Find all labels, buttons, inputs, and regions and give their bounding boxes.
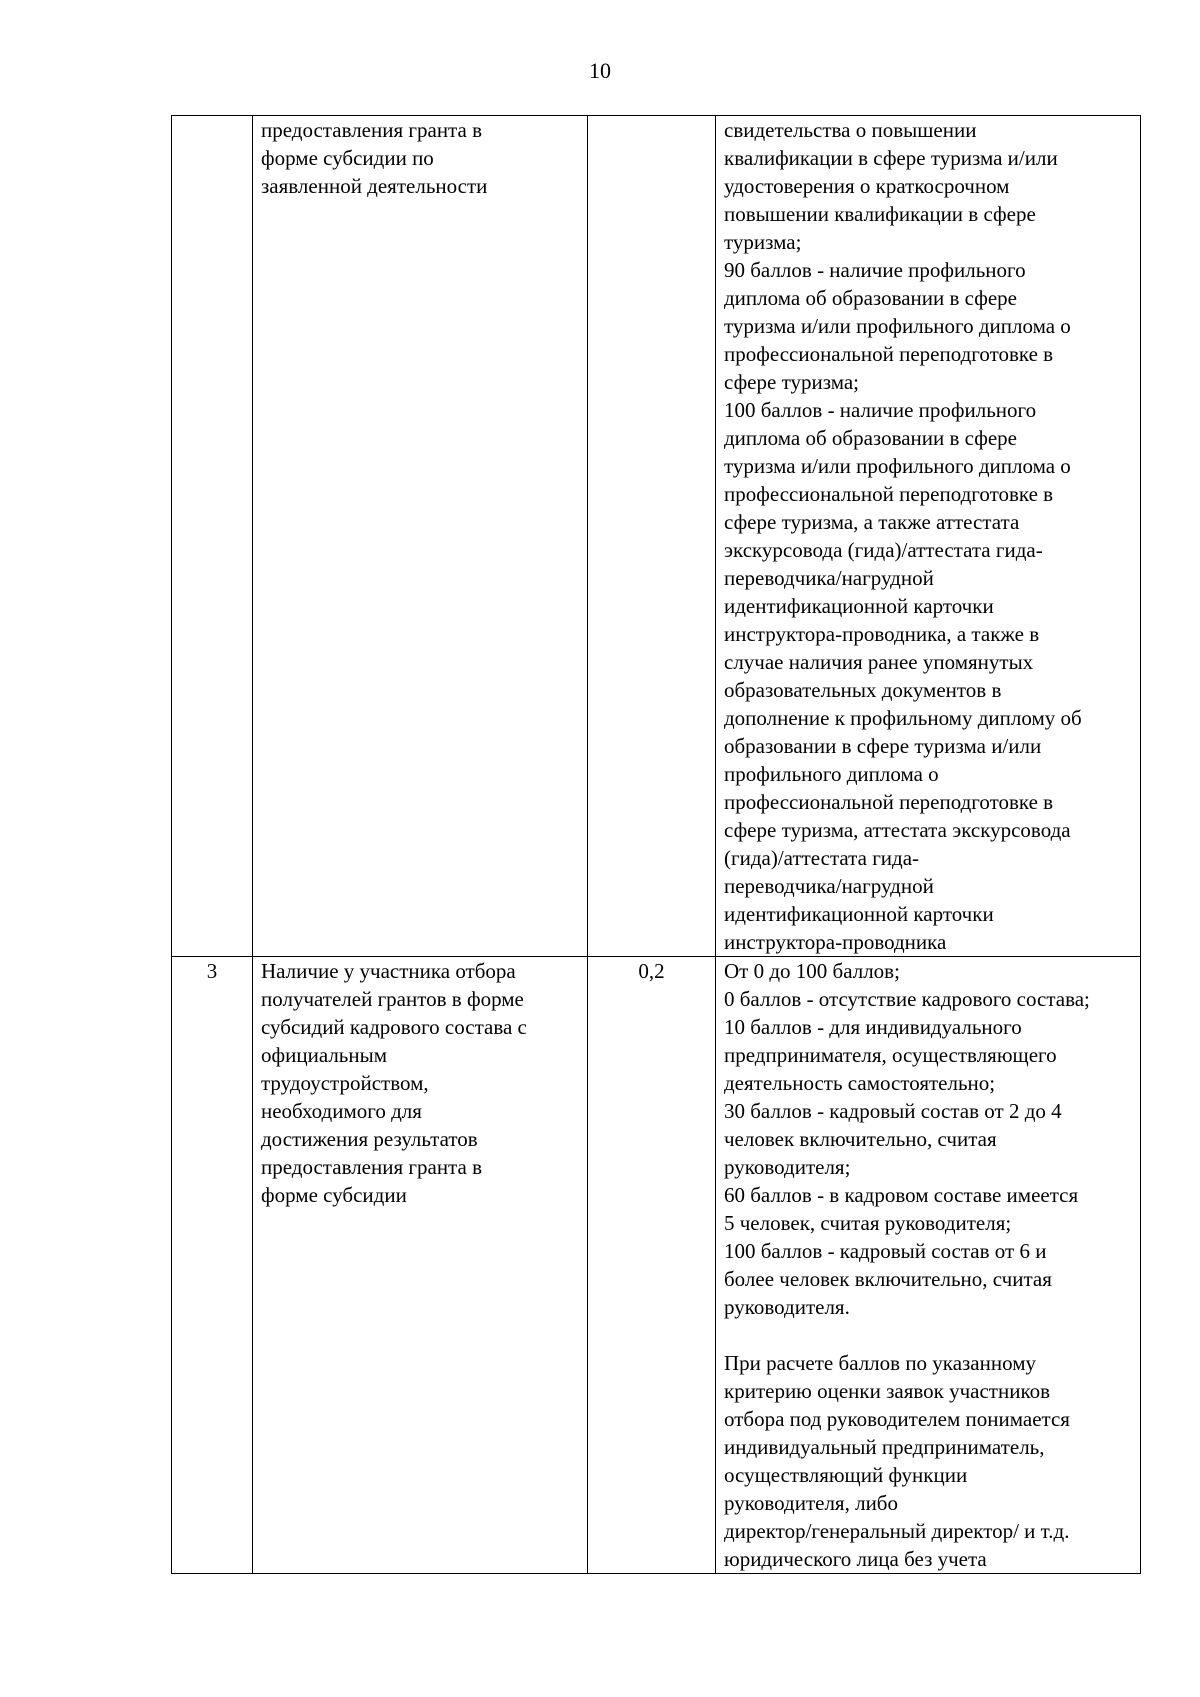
text-line: получателей грантов в форме: [261, 987, 524, 1011]
text-line: 100 баллов - кадровый состав от 6 и: [724, 1239, 1047, 1263]
text-line: руководителя, либо: [724, 1491, 898, 1515]
text-line: 0 баллов - отсутствие кадрового состава;: [724, 987, 1090, 1011]
text-line: юридического лица без учета: [724, 1547, 987, 1571]
text-line: идентификационной карточки: [724, 902, 994, 926]
text-line: руководителя.: [724, 1295, 850, 1319]
text-line: инструктора-проводника, а также в: [724, 622, 1040, 646]
text-line: экскурсовода (гида)/аттестата гида-: [724, 538, 1043, 562]
text-line: сфере туризма;: [724, 370, 860, 394]
text-line: достижения результатов: [261, 1127, 478, 1151]
text-line: (гида)/аттестата гида-: [724, 846, 920, 870]
text-line: профильного диплома о: [724, 762, 939, 786]
text-line: квалификации в сфере туризма и/или: [724, 146, 1058, 170]
text-line: критерию оценки заявок участников: [724, 1379, 1051, 1403]
text-line: образовании в сфере туризма и/или: [724, 734, 1042, 758]
text-line: предоставления гранта в: [261, 1155, 482, 1179]
text-line: образовательных документов в: [724, 678, 1002, 702]
text-line: идентификационной карточки: [724, 594, 994, 618]
text-line: субсидий кадрового состава с: [261, 1015, 527, 1039]
weight-cell: 0,2: [588, 957, 716, 1574]
text-line: туризма;: [724, 230, 802, 254]
text-line: 100 баллов - наличие профильного: [724, 398, 1037, 422]
text-line: руководителя;: [724, 1155, 851, 1179]
text-line: туризма и/или профильного диплома о: [724, 314, 1071, 338]
text-line: удостоверения о краткосрочном: [724, 174, 1010, 198]
text-line: Наличие у участника отбора: [261, 959, 516, 983]
page-number: 10: [589, 58, 611, 83]
text-line: индивидуальный предприниматель,: [724, 1435, 1045, 1459]
text-line: При расчете баллов по указанному: [724, 1351, 1036, 1375]
text-line: 60 баллов - в кадровом составе имеется: [724, 1183, 1079, 1207]
scoring-cell: [716, 116, 1141, 957]
criterion-cell: [253, 957, 588, 1574]
criteria-table: [171, 115, 1141, 1574]
text-line: 5 человек, считая руководителя;: [724, 1211, 1012, 1235]
text-line: 10 баллов - для индивидуального: [724, 1015, 1022, 1039]
table-row: [172, 957, 1141, 1574]
text-line: отбора под руководителем понимается: [724, 1407, 1070, 1431]
text-line: повышении квалификации в сфере: [724, 202, 1036, 226]
text-line: сфере туризма, аттестата экскурсовода: [724, 818, 1071, 842]
text-line: туризма и/или профильного диплома о: [724, 454, 1071, 478]
text-line: От 0 до 100 баллов;: [724, 959, 900, 983]
text-line: деятельность самостоятельно;: [724, 1071, 996, 1095]
text-line: профессиональной переподготовке в: [724, 482, 1054, 506]
text-line: профессиональной переподготовке в: [724, 790, 1054, 814]
criterion-cell: [253, 116, 588, 957]
paragraph-gap: [724, 1321, 1132, 1349]
text-line: диплома об образовании в сфере: [724, 426, 1017, 450]
text-line: форме субсидии по: [261, 146, 434, 170]
row-number-cell: 3: [172, 957, 253, 1574]
row-number-cell: [172, 116, 253, 957]
text-line: необходимого для: [261, 1099, 422, 1123]
table-row: [172, 116, 1141, 957]
weight-cell: [588, 116, 716, 957]
text-line: дополнение к профильному диплому об: [724, 706, 1082, 730]
text-line: официальным: [261, 1043, 388, 1067]
text-line: предоставления гранта в: [261, 118, 482, 142]
text-line: директор/генеральный директор/ и т.д.: [724, 1519, 1070, 1543]
text-line: трудоустройством,: [261, 1071, 429, 1095]
text-line: предпринимателя, осуществляющего: [724, 1043, 1057, 1067]
text-line: осуществляющий функции: [724, 1463, 968, 1487]
text-line: свидетельства о повышении: [724, 118, 977, 142]
text-line: переводчика/нагрудной: [724, 566, 934, 590]
text-line: профессиональной переподготовке в: [724, 342, 1054, 366]
text-line: случае наличия ранее упомянутых: [724, 650, 1034, 674]
text-line: 30 баллов - кадровый состав от 2 до 4: [724, 1099, 1062, 1123]
text-line: форме субсидии: [261, 1183, 407, 1207]
text-line: более человек включительно, считая: [724, 1267, 1052, 1291]
text-line: переводчика/нагрудной: [724, 874, 934, 898]
scoring-cell: [716, 957, 1141, 1574]
text-line: заявленной деятельности: [261, 174, 488, 198]
text-line: диплома об образовании в сфере: [724, 286, 1017, 310]
text-line: 90 баллов - наличие профильного: [724, 258, 1026, 282]
text-line: человек включительно, считая: [724, 1127, 997, 1151]
text-line: инструктора-проводника: [724, 930, 947, 954]
text-line: сфере туризма, а также аттестата: [724, 510, 1020, 534]
